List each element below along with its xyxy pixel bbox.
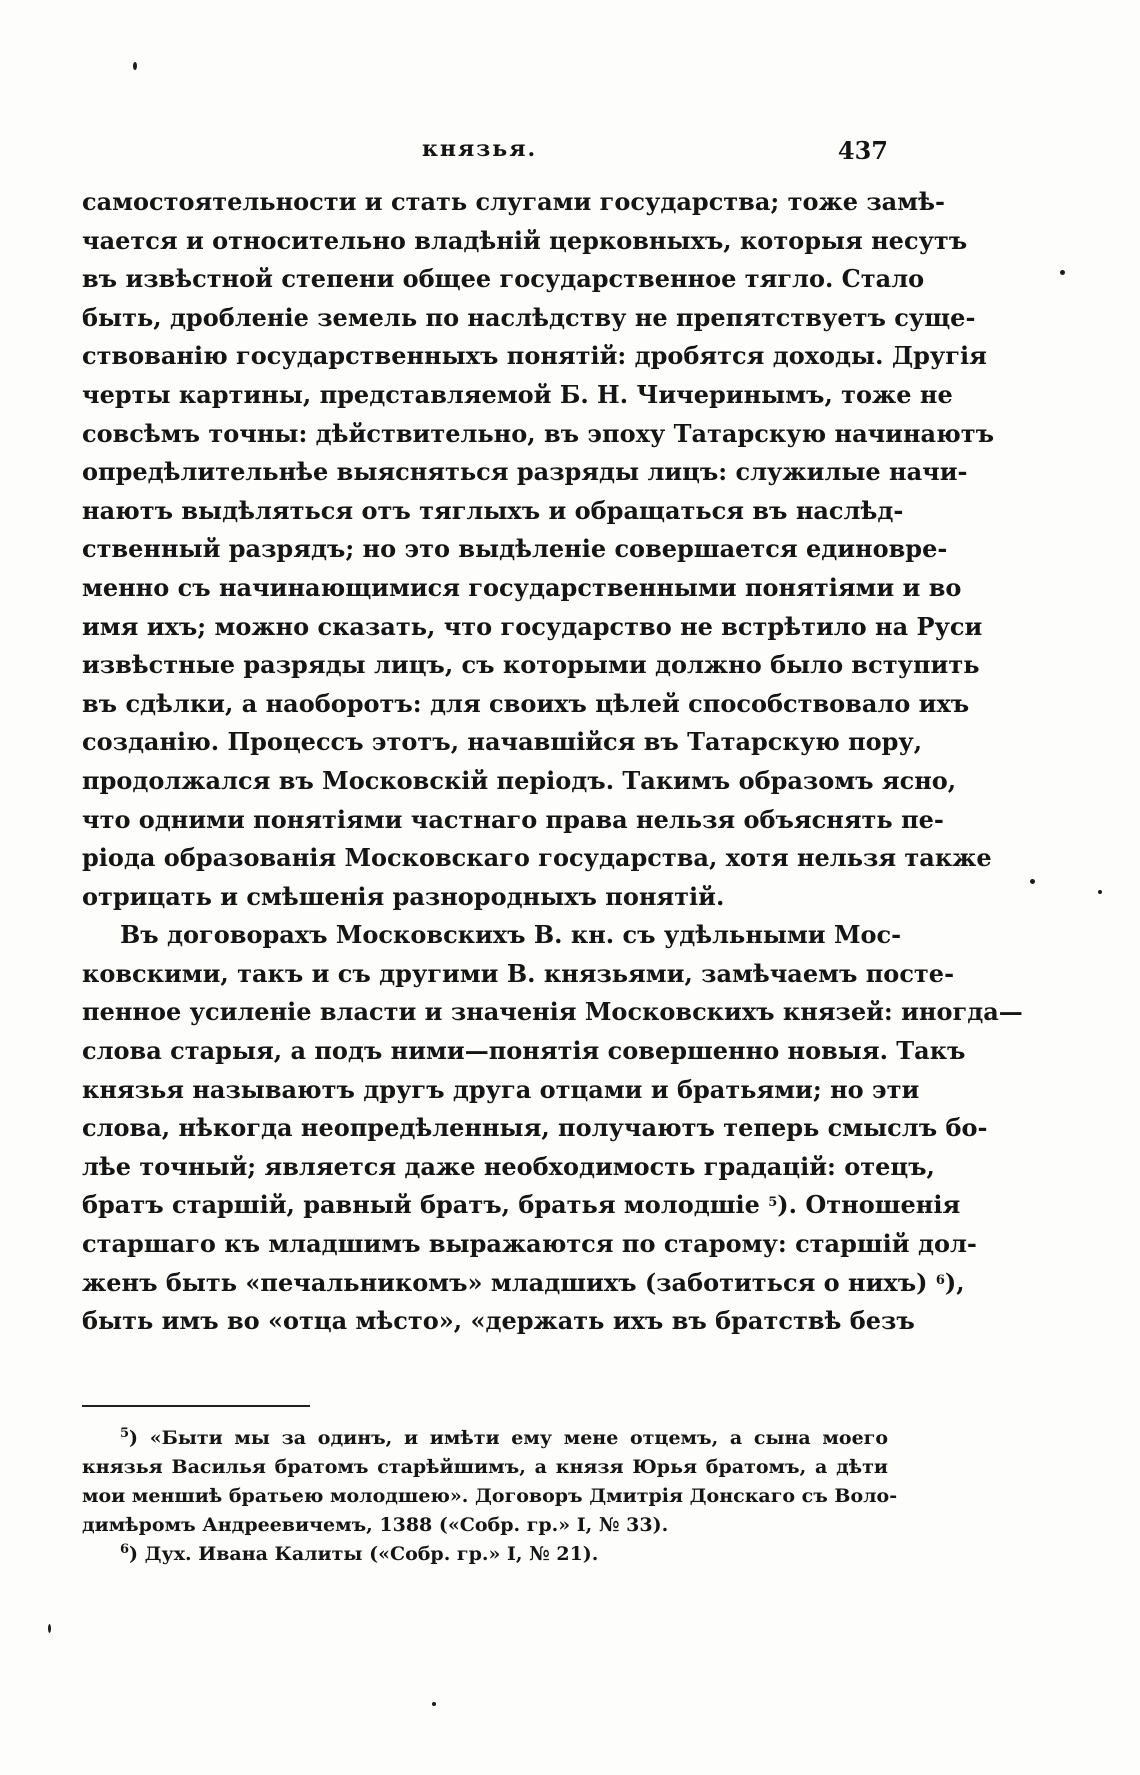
footnote-mark: 5	[120, 1426, 130, 1441]
footnote-6	[82, 1540, 888, 1569]
text-line: продолжался въ Московскій періодъ. Такимъ образомъ ясно,	[82, 765, 957, 795]
footnote-text: ) «Быти мы за одинъ, и имѣти ему мене отцемъ, а сына моего	[129, 1427, 888, 1449]
footnote-mark: 6	[120, 1542, 130, 1557]
footnote-reference-5[interactable]: 5	[768, 1195, 778, 1211]
text-line: отрицать и смѣшенія разнородныхъ понятій.	[82, 881, 725, 911]
text-line	[82, 1264, 965, 1303]
page-number: 437	[837, 136, 888, 165]
running-head: князья.	[422, 136, 538, 162]
text-line: слова, нѣкогда неопредѣленныя, получаютъ теперь смыслъ бо-	[82, 1113, 988, 1143]
text-line: самостоятельности и стать слугами государства; тоже замѣ-	[82, 187, 945, 216]
scan-speck	[432, 1702, 436, 1706]
text-line: быть имъ во «отца мѣсто», «держать ихъ въ братствѣ безъ	[82, 1306, 915, 1336]
footnote-5	[82, 1424, 888, 1453]
text-line: старшаго къ младшимъ выражаются по старому: старшій дол-	[82, 1229, 977, 1259]
footnote-text: мои меншиѣ братьею молодшею». Договоръ Дмитрія Донскаго съ Воло-	[82, 1485, 898, 1507]
text-line: извѣстные разряды лицъ, съ которыми должно было вступить	[82, 650, 980, 680]
text-line: созданію. Процессъ этотъ, начавшійся въ Татарскую пору,	[82, 727, 923, 757]
text-line: наютъ выдѣляться отъ тяглыхъ и обращаться въ наслѣд-	[82, 495, 904, 525]
footnote-text: князья Василья братомъ старѣйшимъ, а князя Юрья братомъ, а дѣти	[82, 1456, 888, 1478]
text-line: быть, дробленіе земель по наслѣдству не препятствуетъ суще-	[82, 302, 976, 332]
text-segment: ). Отношенія	[777, 1190, 961, 1220]
text-line: пенное усиленіе власти и значенія Московскихъ князей: иногда—	[82, 997, 1023, 1027]
footnote-text: димѣромъ Андреевичемъ, 1388 («Собр. гр.» I, № 33).	[82, 1514, 669, 1536]
text-segment: братъ старшій, равный братъ, братья молодшіе	[82, 1190, 769, 1220]
text-segment: женъ быть «печальникомъ» младшихъ (заботиться о нихъ)	[82, 1267, 936, 1297]
scan-speck	[48, 1624, 51, 1633]
page-header	[82, 136, 888, 172]
text-line: въ извѣстной степени общее государственное тягло. Стало	[82, 264, 925, 294]
text-line	[82, 1186, 961, 1225]
text-line: что одними понятіями частнаго права нельзя объяснять пе-	[82, 804, 944, 834]
main-text	[82, 183, 1023, 1341]
text-line: имя ихъ; можно сказать, что государство не встрѣтило на Руси	[82, 611, 983, 641]
text-line: Въ договорахъ Московскихъ В. кн. съ удѣльными Мос-	[120, 920, 902, 950]
text-line: ріода образованія Московскаго государства, хотя нельзя также	[82, 843, 992, 873]
text-line: ственный разрядъ; но это выдѣленіе совершается единовре-	[82, 534, 948, 564]
text-line: совсѣмъ точны: дѣйствительно, въ эпоху Татарскую начинаютъ	[82, 418, 994, 448]
footnote-text: ) Дух. Ивана Калиты («Собр. гр.» I, № 21).	[129, 1543, 599, 1565]
text-line: ствованію государственныхъ понятій: дробятся доходы. Другія	[82, 341, 987, 371]
footnote-divider	[82, 1405, 310, 1407]
text-line: менно съ начинающимися государственными понятіями и во	[82, 572, 962, 602]
text-line: въ сдѣлки, а наоборотъ: для своихъ цѣлей способствовало ихъ	[82, 688, 970, 718]
text-line: ковскими, такъ и съ другими В. князьями, замѣчаемъ посте-	[82, 958, 955, 988]
footnotes	[82, 1424, 898, 1569]
scan-speck	[1098, 890, 1102, 894]
text-segment: ),	[944, 1267, 965, 1297]
text-line: черты картины, представляемой Б. Н. Чичеринымъ, тоже не	[82, 379, 953, 409]
scan-speck	[1030, 879, 1035, 884]
scan-speck	[133, 62, 137, 70]
text-line: опредѣлительнѣе выясняться разряды лицъ: служилые начи-	[82, 457, 968, 487]
scan-speck	[1060, 270, 1065, 275]
text-line: князья называютъ другъ друга отцами и братьями; но эти	[82, 1074, 920, 1104]
text-line: лѣе точный; является даже необходимость градацій: отецъ,	[82, 1151, 935, 1181]
text-line: слова старыя, а подъ ними—понятія совершенно новыя. Такъ	[82, 1036, 966, 1066]
footnote-reference-6[interactable]: 6	[935, 1272, 945, 1288]
text-line: чается и относительно владѣній церковныхъ, которыя несутъ	[82, 225, 968, 255]
